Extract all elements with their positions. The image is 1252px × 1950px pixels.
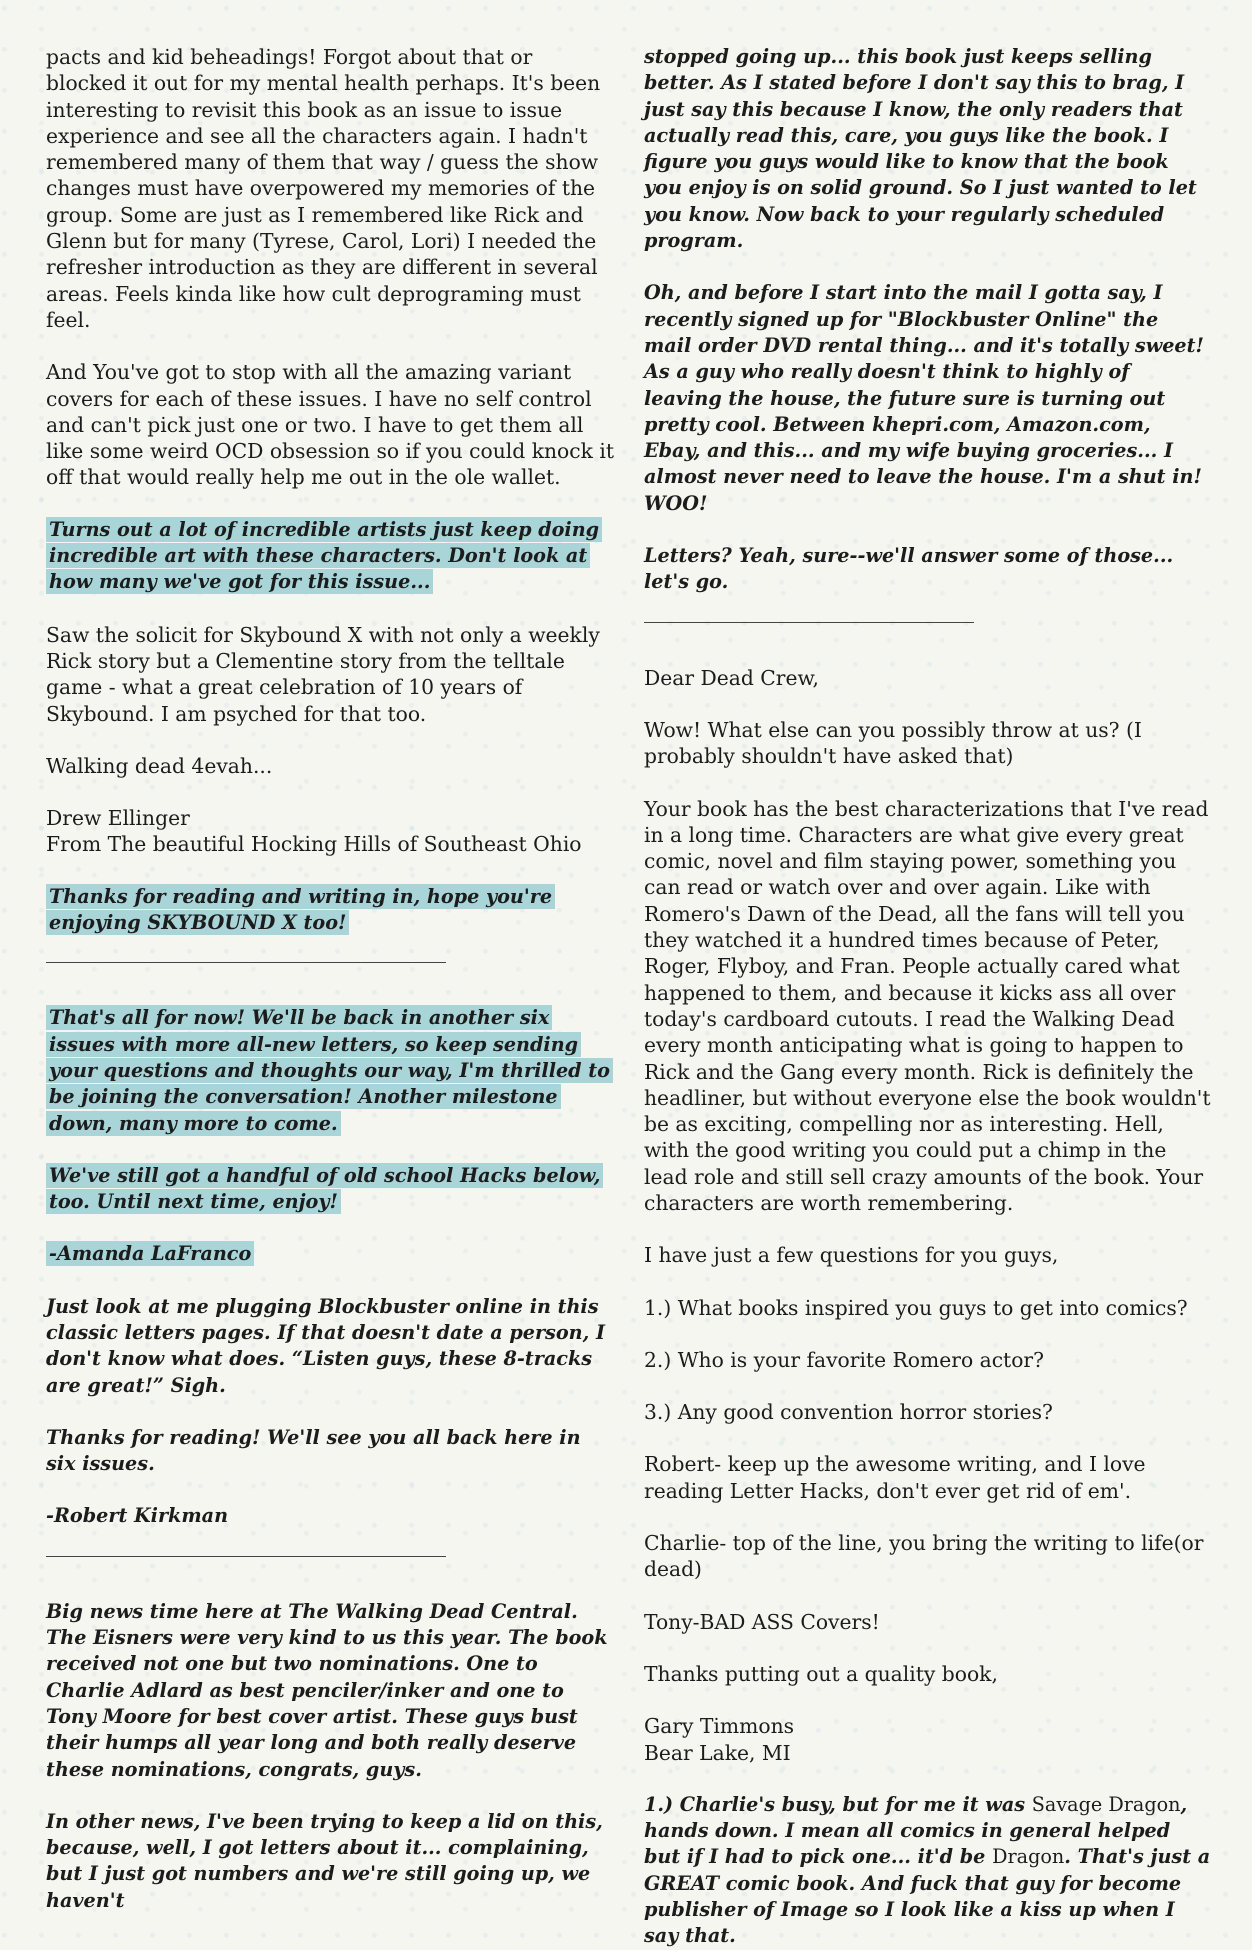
letter-question: 3.) Any good convention horror stories? xyxy=(644,1400,1053,1425)
amanda-signoff-text: -Amanda LaFranco xyxy=(46,1241,254,1266)
letter-paragraph: Thanks putting out a quality book, xyxy=(644,1661,998,1686)
letter-paragraph: I have just a few questions for you guys, xyxy=(644,1243,1059,1268)
section-separator xyxy=(46,962,446,963)
reply-text: . That's just a GREAT comic book. And fuck that guy for become publisher of Image so I look like a kiss up when I say that. xyxy=(644,1845,1211,1948)
signature-place: Bear Lake, MI xyxy=(644,1740,791,1765)
letter-paragraph: Your book has the best characterizations that I've read in a long time. Characters are what give every great comic, novel and film staying power, something you can read or watch over and over again. Like with Romero's Dawn of the Dead, all the fans will tell you they watched it a hundred times because of Peter, Roger, Flyboy, and Fran. People actually cared what happened to them, and because it kicks ass all over today's cardboard cutouts. I read the Walking Dead every month anticipating what is going to happen to Rick and the Gang every month. Rick is definitely the headliner, but without everyone else the book wouldn't be as exciting, compelling nor as interesting. Hell, with the good writing you could put a chimp in the lead role and still sell crazy amounts of the book. Your characters are worth remembering. xyxy=(644,796,1211,1215)
letter-paragraph: Robert- keep up the awesome writing, and I love reading Letter Hacks, don't ever get rid of em'. xyxy=(644,1452,1146,1503)
right-column xyxy=(644,44,1212,1948)
editor-reply-text: Thanks for reading and writing in, hope you're enjoying SKYBOUND X too! xyxy=(46,884,555,935)
classic-intro: Big news time here at The Walking Dead Central. The Eisners were very kind to us this year. The book received not one but two nominations. One to Charlie Adlard as best penciler/inker and one to Tony Moore for best cover artist. These guys bust their humps all year long and both really deserve these nominations, congrats, guys. xyxy=(46,1599,608,1781)
letter-signature xyxy=(644,1713,1212,1766)
letter-question: 1.) What books inspired you guys to get into comics? xyxy=(644,1295,1188,1320)
editor-reply xyxy=(46,884,614,937)
reply-text: 1.) Charlie's busy, but for me it was xyxy=(644,1792,1032,1816)
editor-reply-text: Turns out a lot of incredible artists just keep doing incredible art with these characters. Don't look at how many we've got for this issue... xyxy=(46,517,602,595)
amanda-outro xyxy=(46,1163,614,1216)
signature-place: From The beautiful Hocking Hills of Southeast Ohio xyxy=(46,832,582,857)
letter-paragraph: Walking dead 4evah... xyxy=(46,753,273,778)
editor-reply xyxy=(644,1792,1212,1950)
kirkman-signoff: -Robert Kirkman xyxy=(46,1504,229,1528)
editor-reply xyxy=(46,517,614,596)
classic-intro: Oh, and before I start into the mail I gotta say, I recently signed up for "Blockbuster Online" the mail order DVD rental thing... and it's totally sweet! As a guy who really doesn't think to highly of leaving the house, the future sure is turning out pretty cool. Between khepri.com, Amazon.com, Ebay, and this... and my wife buying groceries... I almost never need to leave the house. I'm a shut in! WOO! xyxy=(644,281,1204,515)
comic-title: Dragon xyxy=(992,1845,1065,1869)
comic-title: Savage Dragon xyxy=(1031,1792,1181,1816)
amanda-outro xyxy=(46,1005,614,1136)
amanda-outro-text: We've still got a handful of old school Hacks below, too. Until next time, enjoy! xyxy=(46,1163,603,1214)
amanda-outro-text: That's all for now! We'll be back in another six issues with more all-new letters, so keep sending your questions and thoughts our way, I'm thrilled to be joining the conversation! Another milestone down, many more to come. xyxy=(46,1005,613,1135)
letter-salutation: Dear Dead Crew, xyxy=(644,665,819,690)
signature-name: Gary Timmons xyxy=(644,1714,795,1739)
kirkman-note: Thanks for reading! We'll see you all back here in six issues. xyxy=(46,1425,581,1476)
letter-paragraph: Tony-BAD ASS Covers! xyxy=(644,1609,880,1634)
classic-intro: Letters? Yeah, sure--we'll answer some of those... let's go. xyxy=(644,544,1174,594)
letter-paragraph: And You've got to stop with all the amazing variant covers for each of these issues. I have no self control and can't pick just one or two. I have to get them all like some weird OCD obsession so if you could knock it off that would really help me out in the ole wallet. xyxy=(46,360,614,490)
letter-question: 2.) Who is your favorite Romero actor? xyxy=(644,1347,1044,1372)
classic-intro: In other news, I've been trying to keep a lid on this, because, well, I got letters about it... complaining, but I just got numbers and we're still going up, we haven't xyxy=(46,1809,603,1912)
kirkman-note: Just look at me plugging Blockbuster online in this classic letters pages. If that doesn't date a person, I don't know what does. “Listen guys, these 8-tracks are great!” Sigh. xyxy=(46,1294,605,1397)
signature-name: Drew Ellinger xyxy=(46,806,190,831)
amanda-signoff xyxy=(46,1241,614,1267)
section-separator xyxy=(46,1556,446,1557)
left-column xyxy=(46,44,614,1925)
letter-signature xyxy=(46,805,614,858)
letter-paragraph: Saw the solicit for Skybound X with not only a weekly Rick story but a Clementine story from the telltale game - what a great celebration of 10 years of Skybound. I am psyched for that too. xyxy=(46,622,600,726)
letter-paragraph: Wow! What else can you possibly throw at us? (I probably shouldn't have asked that) xyxy=(644,717,1142,769)
classic-intro: stopped going up... this book just keeps selling better. As I stated before I don't say this to brag, I just say this because I know, the only readers that actually read this, care, you guys like the book. I figure you guys would like to know that the book you enjoy is on solid ground. So I just wanted to let you know. Now back to your regularly scheduled program. xyxy=(644,45,1197,253)
letter-paragraph: Charlie- top of the line, you bring the writing to life(or dead) xyxy=(644,1531,1204,1582)
section-separator xyxy=(644,622,974,623)
reply-text: , hands down. I mean all comics in general helped but if I had to pick one... it'd be xyxy=(644,1792,1188,1869)
letter-paragraph: pacts and kid beheadings! Forgot about that or blocked it out for my mental health perhaps. It's been interesting to revisit this book as an issue to issue experience and see all the characters again. I hadn't remembered many of them that way / guess the show changes must have overpowered my memories of the group. Some are just as I remembered like Rick and Glenn but for many (Tyrese, Carol, Lori) I needed the refresher introduction as they are different in several areas. Feels kinda like how cult deprograming must feel. xyxy=(46,45,601,332)
